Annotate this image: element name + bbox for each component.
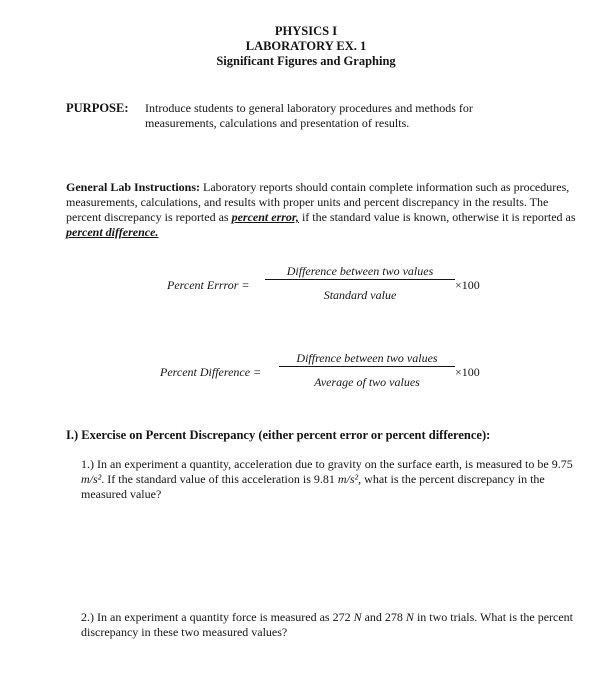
question-1-text-b: . If the standard value of this acceleration is 9.81 bbox=[101, 472, 335, 486]
instructions-text-1: Laboratory reports should contain complete information such as procedures, measurements, calculations, and results with proper units and percent discrepancy in the results. The percent discrepancy is reported as bbox=[66, 180, 570, 224]
percent-difference-lhs: Percent Difference = bbox=[160, 365, 262, 379]
term-percent-error: percent error, bbox=[231, 210, 299, 224]
question-2-unit-a: N bbox=[353, 610, 362, 624]
question-1 bbox=[81, 457, 581, 502]
question-2 bbox=[81, 610, 581, 640]
percent-difference-denominator: Average of two values bbox=[314, 375, 420, 389]
purpose-text: Introduce students to general laboratory procedures and methods for measurements, calculations and presentation of results. bbox=[145, 101, 473, 130]
percent-error-lhs: Percent Errror = bbox=[167, 278, 250, 292]
instructions-label: General Lab Instructions: bbox=[66, 180, 201, 194]
question-1-unit-a: m/s² bbox=[81, 472, 102, 486]
percent-error-denominator: Standard value bbox=[323, 288, 397, 302]
course-title: PHYSICS I bbox=[274, 24, 338, 38]
exercise-section-title: I.) Exercise on Percent Discrepancy (either percent error or percent difference): bbox=[66, 428, 491, 442]
lab-title: LABORATORY EX. 1 bbox=[245, 39, 367, 53]
percent-error-fraction bbox=[265, 264, 455, 303]
percent-error-factor: ×100 bbox=[455, 278, 480, 292]
purpose-label: PURPOSE: bbox=[66, 101, 129, 115]
lab-topic: Significant Figures and Graphing bbox=[216, 54, 396, 68]
term-percent-difference: percent difference. bbox=[66, 225, 159, 239]
percent-difference-factor: ×100 bbox=[455, 365, 480, 379]
lab-instructions bbox=[66, 180, 576, 240]
question-2-text-c: in two trials. What is the percent discrepancy in these two measured values? bbox=[81, 610, 574, 639]
percent-difference-numerator: Diffrence between two values bbox=[296, 351, 438, 365]
percent-difference-fraction bbox=[279, 351, 455, 390]
question-1-text-a: 1.) In an experiment a quantity, acceleration due to gravity on the surface earth, is measured to be 9.75 bbox=[81, 457, 573, 471]
percent-error-numerator: Difference between two values bbox=[286, 264, 434, 278]
question-1-text-c: , what is the percent discrepancy in the measured value? bbox=[81, 472, 545, 501]
question-2-text-a: 2.) In an experiment a quantity force is measured as 272 bbox=[81, 610, 351, 624]
question-2-text-b: and 278 bbox=[364, 610, 403, 624]
question-1-unit-b: m/s² bbox=[337, 472, 359, 486]
instructions-text-2: if the standard value is known, otherwise it is reported as bbox=[301, 210, 576, 224]
question-2-unit-b: N bbox=[405, 610, 414, 624]
